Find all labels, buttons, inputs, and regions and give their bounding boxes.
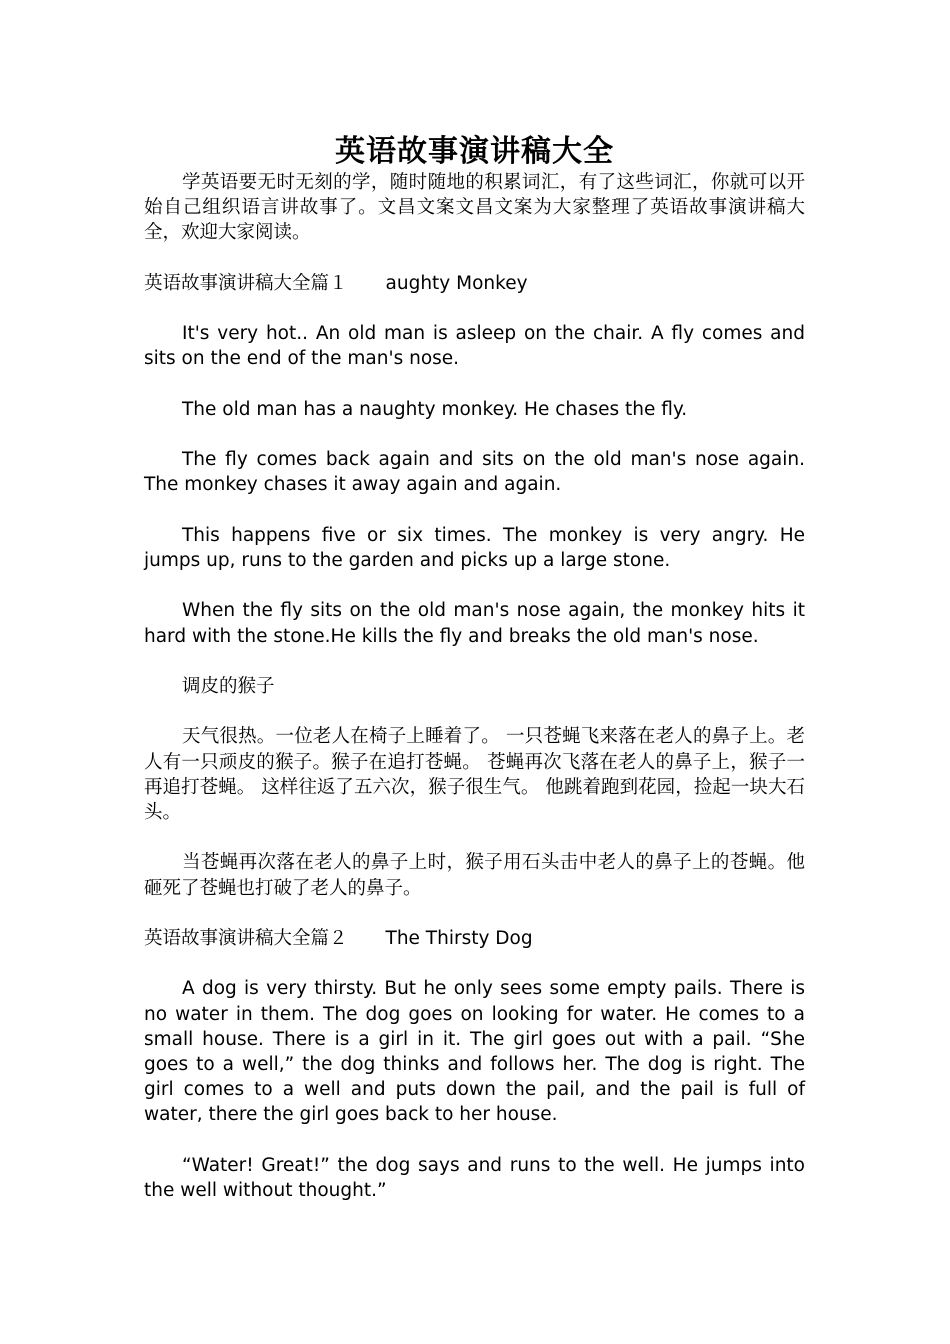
section-1-heading-prefix: 英语故事演讲稿大全篇１	[144, 272, 348, 294]
document-body	[144, 134, 805, 1203]
section-1-cn-title: 调皮的猴子	[182, 675, 275, 697]
section-2-paragraph-1: A dog is very thirsty. But he only sees some empty pails. There is no water in them. The dog goes on looking for water. He comes to a small house. There is a girl in it. The girl goes out with a pail. “She goes to a well,” the dog thinks and follows her. The dog is right. The girl comes to a well and puts down the pail, and the pail is full of water, there the girl goes back to her house.	[144, 978, 805, 1126]
section-1-cn-paragraph-1: 天气很热。一位老人在椅子上睡着了。 一只苍蝇飞来落在老人的鼻子上。老人有一只顽皮的猴子。猴子在追打苍蝇。 苍蝇再次飞落在老人的鼻子上，猴子一再追打苍蝇。 这样往返了五六次，猴子很生气。 他跳着跑到花园，捡起一块大石头。	[144, 726, 805, 823]
section-1-paragraph-4: This happens five or six times. The monkey is very angry. He jumps up, runs to the garden and picks up a large stone.	[144, 524, 805, 571]
section-1-paragraph-2: The old man has a naughty monkey. He chases the fly.	[182, 398, 688, 420]
section-2-heading-prefix: 英语故事演讲稿大全篇２	[144, 927, 348, 949]
document-title: 英语故事演讲稿大全	[335, 134, 614, 169]
section-1-paragraph-5: When the fly sits on the old man's nose again, the monkey hits it hard with the stone.He kills the fly and breaks the old man's nose.	[144, 600, 805, 647]
section-2-paragraph-2: “Water! Great!” the dog says and runs to the well. He jumps into the well without thought.”	[144, 1154, 805, 1201]
section-1-paragraph-1: It's very hot.. An old man is asleep on the chair. A fly comes and sits on the end of the man's nose.	[144, 323, 805, 370]
section-1-heading	[144, 271, 805, 296]
section-1-paragraph-3: The fly comes back again and sits on the old man's nose again. The monkey chases it away again and again.	[144, 449, 805, 496]
section-1-cn-paragraph-2: 当苍蝇再次落在老人的鼻子上时，猴子用石头击中老人的鼻子上的苍蝇。他砸死了苍蝇也打破了老人的鼻子。	[144, 852, 805, 899]
section-2-heading-title: The Thirsty Dog	[385, 927, 533, 949]
intro-paragraph: 学英语要无时无刻的学，随时随地的积累词汇，有了这些词汇，你就可以开始自己组织语言讲故事了。文昌文案文昌文案为大家整理了英语故事演讲稿大全，欢迎大家阅读。	[144, 172, 805, 244]
section-1-heading-title: aughty Monkey	[385, 272, 528, 294]
section-2-heading	[144, 926, 805, 951]
